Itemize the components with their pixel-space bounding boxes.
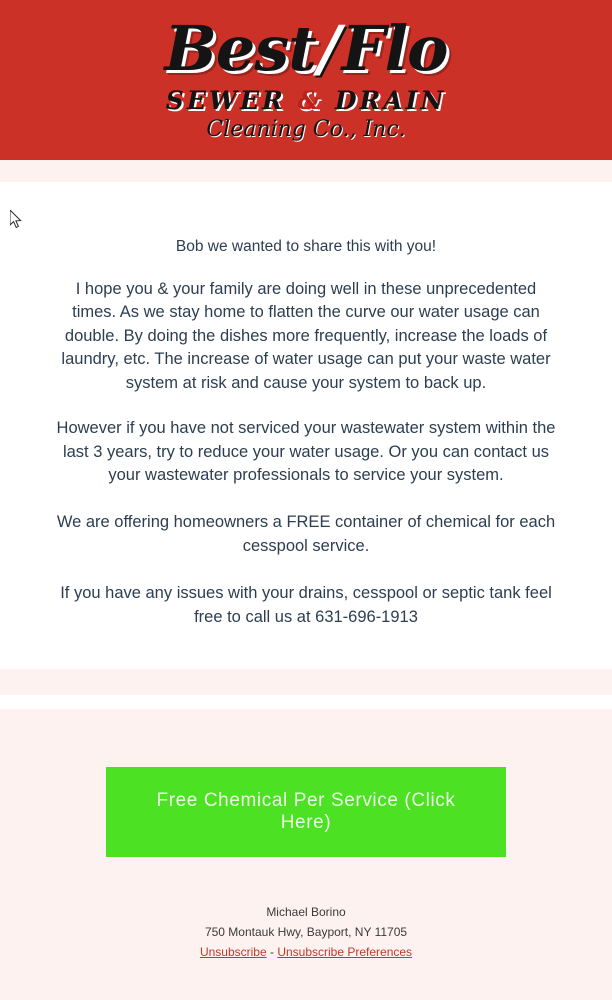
paragraph-1: I hope you & your family are doing well in these unprecedented times. As we stay home to flatten the curve our water usage can double. By doing the dishes more frequently, increase the loads of laundry, etc. The increase of water usage can put your waste water system at risk and cause your system to back up. <box>61 280 551 392</box>
logo-sub-ampersand: & <box>297 86 324 115</box>
footer-links <box>0 945 612 959</box>
unsubscribe-link[interactable]: Unsubscribe <box>199 944 267 959</box>
header-spacer-strip <box>0 160 612 182</box>
email-footer <box>0 709 612 959</box>
logo-tagline: Cleaning Co., Inc. <box>206 117 406 142</box>
logo-word-best: Best <box>164 12 316 85</box>
paragraph-4: If you have any issues with your drains, cesspool or septic tank feel free to call us at 631-696-1913 <box>60 584 552 626</box>
link-separator: - <box>266 944 278 959</box>
greeting-text: Bob we wanted to share this with you! <box>175 238 437 255</box>
free-chemical-cta-button[interactable]: Free Chemical Per Service (Click Here) <box>106 767 506 857</box>
sender-address: 750 Montauk Hwy, Bayport, NY 11705 <box>204 924 408 939</box>
email-body <box>0 182 612 669</box>
body-footer-divider-strip <box>0 669 612 695</box>
logo-sub-drain: DRAIN <box>334 86 447 115</box>
paragraph-2: However if you have not serviced your wastewater system within the last 3 years, try to reduce your water usage. Or you can contact us your wastewater professionals to service your system. <box>56 419 556 484</box>
logo-subtitle <box>0 88 612 113</box>
unsubscribe-preferences-link[interactable]: Unsubscribe Preferences <box>277 944 413 959</box>
sender-name: Michael Borino <box>266 905 346 920</box>
logo-word-flo: Flo <box>341 12 448 85</box>
sender-info <box>0 903 612 943</box>
logo-main-text <box>164 12 448 85</box>
white-divider-gap <box>0 695 612 709</box>
company-logo <box>0 12 612 142</box>
email-header-banner <box>0 0 612 160</box>
logo-sub-sewer: SEWER <box>165 86 286 115</box>
logo-slash: / <box>317 12 340 85</box>
paragraph-3: We are offering homeowners a FREE container of chemical for each cesspool service. <box>56 513 556 555</box>
